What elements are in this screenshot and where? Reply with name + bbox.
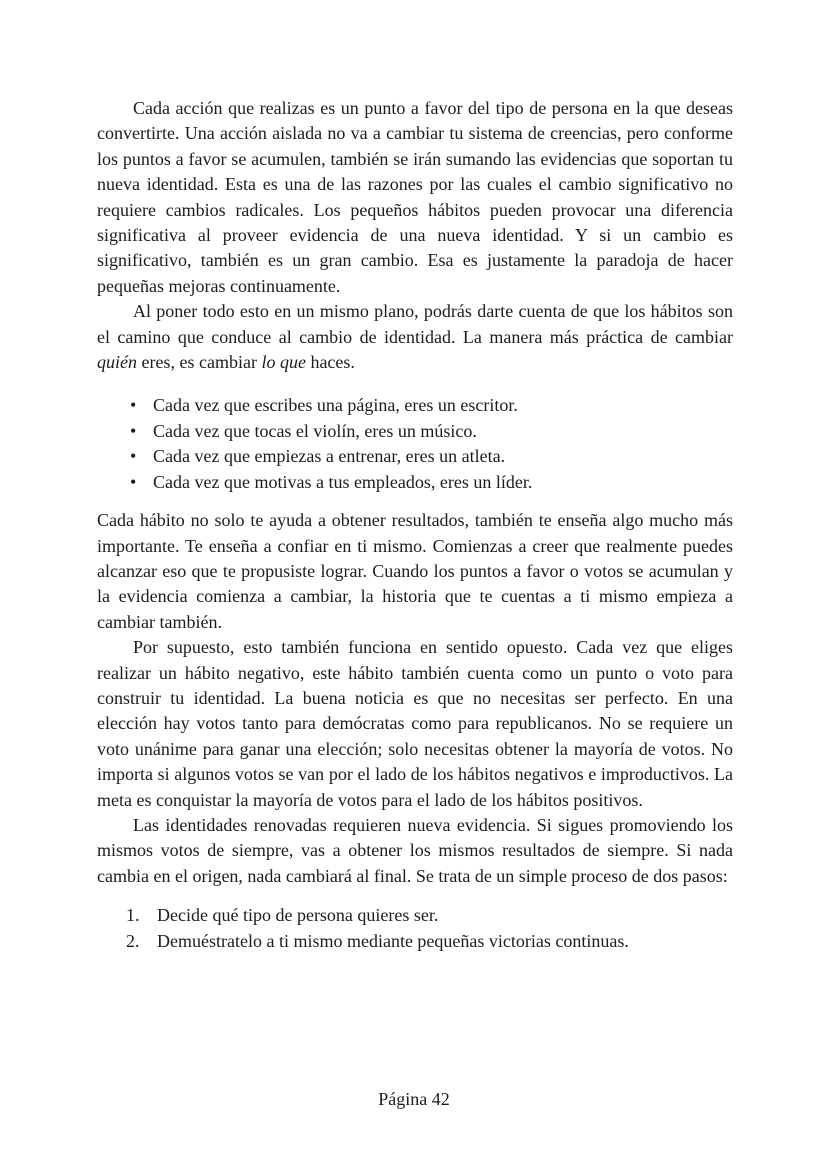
bullet-icon: • [130,420,137,441]
paragraph-opposite-direction: Por supuesto, esto también funciona en sentido opuesto. Cada vez que eliges realizar un hábito negativo, este hábito también cuenta como un punto o voto para construir tu identidad. La buena noticia es que no necesitas ser perfecto. En una elección hay votos tanto para demócratas como para republicanos. No se requiere un voto unánime para ganar una elección; solo necesitas obtener la mayoría de votos. No importa si algunos votos se van por el lado de los hábitos negativos e improductivos. La meta es conquistar la mayoría de votos para el lado de los hábitos positivos. [97,637,733,810]
list-item-text: Cada vez que empiezas a entrenar, eres un atleta. [153,446,506,467]
paragraph-habits-path [97,299,733,375]
list-item [97,444,733,469]
list-number: 1. [126,905,140,926]
italic-quien: quién [97,352,137,373]
list-item-text: Cada vez que tocas el violín, eres un músico. [153,420,477,441]
paragraph-text: eres, es cambiar [137,352,262,373]
paragraph-identity-votes: Cada acción que realizas es un punto a favor del tipo de persona en la que deseas convertirte. Una acción aislada no va a cambiar tu sistema de creencias, pero conforme los puntos a favor se acumulen, también se irán sumando las evidencias que soportan tu nueva identidad. Esta es una de las razones por las cuales el cambio significativo no requiere cambios radicales. Los pequeños hábitos pueden provocar una diferencia significativa al proveer evidencia de una nueva identidad. Y si un cambio es significativo, también es un gran cambio. Esa es justamente la paradoja de hacer pequeñas mejoras continuamente. [97,98,733,296]
bullet-icon: • [130,471,137,492]
list-item-text: Demuéstratelo a ti mismo mediante pequeñas victorias continuas. [157,930,629,951]
list-item [97,470,733,495]
list-item [97,929,733,954]
paragraph-text: haces. [305,352,355,373]
text-column [97,96,733,954]
paragraph-habit-teaches: Cada hábito no solo te ayuda a obtener resultados, también te enseña algo mucho más importante. Te enseña a confiar en ti mismo. Comienzas a creer que realmente puedes alcanzar eso que te propusiste lograr. Cuando los puntos a favor o votos se acumulan y la evidencia comienza a cambiar, la historia que te cuentas a ti mismo empieza a cambiar también. [97,510,733,632]
list-item [97,419,733,444]
bullet-list [97,393,733,495]
bullet-icon: • [130,395,137,416]
list-item-text: Cada vez que escribes una página, eres un escritor. [153,395,518,416]
paragraph-text: Al poner todo esto en un mismo plano, podrás darte cuenta de que los hábitos son el camino que conduce al cambio de identidad. La manera más práctica de cambiar [97,301,733,347]
bullet-icon: • [130,446,137,467]
numbered-list [97,903,733,954]
list-item-text: Decide qué tipo de persona quieres ser. [157,905,439,926]
page-footer [0,1087,828,1112]
list-item-text: Cada vez que motivas a tus empleados, eres un líder. [153,471,533,492]
list-number: 2. [126,930,140,951]
list-item [97,393,733,418]
page-number: Página 42 [378,1089,450,1109]
paragraph-new-evidence: Las identidades renovadas requieren nueva evidencia. Si sigues promoviendo los mismos votos de siempre, vas a obtener los mismos resultados de siempre. Si nada cambia en el origen, nada cambiará al final. Se trata de un simple proceso de dos pasos: [97,814,733,886]
list-item [97,903,733,928]
italic-lo-que: lo que [261,352,306,373]
